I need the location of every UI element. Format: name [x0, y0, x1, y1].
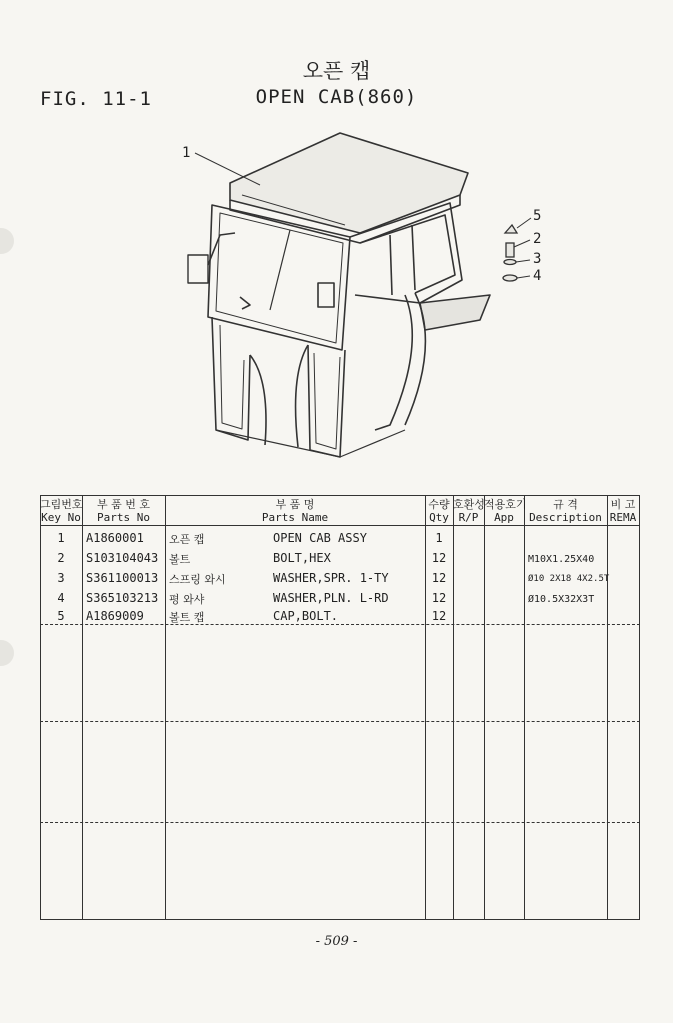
callout-3: 3	[533, 251, 542, 267]
header-parts-no: 부 품 번 호 Parts No	[97, 498, 150, 524]
open-cab-illustration	[150, 125, 560, 470]
header-qty: 수량 Qty	[428, 498, 450, 524]
row-3-key: 3	[57, 571, 65, 585]
callout-4: 4	[533, 268, 542, 284]
row-3-name-ko: 스프링 와시	[169, 573, 226, 586]
header-description: 규 격 Description	[529, 498, 602, 524]
row-4-name-ko: 평 와샤	[169, 593, 205, 606]
row-4-parts-no: S365103213	[86, 591, 159, 605]
row-1-qty: 1	[435, 531, 443, 545]
row-3-name-en: WASHER,SPR. 1-TY	[273, 571, 389, 585]
row-2-key: 2	[57, 551, 65, 565]
header-key-no: 그림번호 Key No	[40, 498, 83, 524]
page-number: - 509 -	[315, 934, 358, 949]
figure-title-english: OPEN CAB(860)	[255, 86, 418, 108]
scan-hole-mark	[0, 228, 14, 254]
callout-2: 2	[533, 231, 542, 247]
row-5-key: 5	[57, 609, 65, 623]
row-4-qty: 12	[431, 591, 447, 605]
row-5-parts-no: A1869009	[86, 609, 144, 623]
parts-table	[40, 495, 640, 920]
row-1-name-ko: 오픈 캡	[169, 533, 205, 546]
row-5-name-ko: 볼트 캡	[169, 611, 205, 624]
header-app: 적용호기 App	[484, 498, 527, 524]
row-2-name-en: BOLT,HEX	[273, 551, 331, 565]
row-5-qty: 12	[431, 609, 447, 623]
figure-label: FIG. 11-1	[40, 88, 152, 110]
row-2-desc: M10X1.25X40	[528, 554, 595, 565]
scan-hole-mark	[0, 640, 14, 666]
figure-title-korean: 오픈 캡	[302, 59, 371, 83]
row-1-parts-no: A1860001	[86, 531, 144, 545]
row-5-name-en: CAP,BOLT.	[273, 609, 339, 623]
row-1-key: 1	[57, 531, 65, 545]
callout-5: 5	[533, 208, 542, 224]
header-rp: 호환성 R/P	[453, 498, 485, 524]
row-4-desc: Ø10.5X32X3T	[528, 594, 595, 605]
row-2-parts-no: S103104043	[86, 551, 159, 565]
callout-1: 1	[182, 145, 191, 161]
row-1-name-en: OPEN CAB ASSY	[273, 531, 367, 545]
row-4-name-en: WASHER,PLN. L-RD	[273, 591, 389, 605]
row-3-qty: 12	[431, 571, 447, 585]
header-remark: 비 고 REMA	[609, 498, 637, 524]
row-3-parts-no: S361100013	[86, 571, 159, 585]
row-4-key: 4	[57, 591, 65, 605]
row-3-desc: Ø10 2X18 4X2.5T	[528, 574, 610, 584]
row-2-qty: 12	[431, 551, 447, 565]
header-parts-name: 부 품 명 Parts Name	[261, 498, 329, 524]
row-2-name-ko: 볼트	[169, 553, 191, 566]
